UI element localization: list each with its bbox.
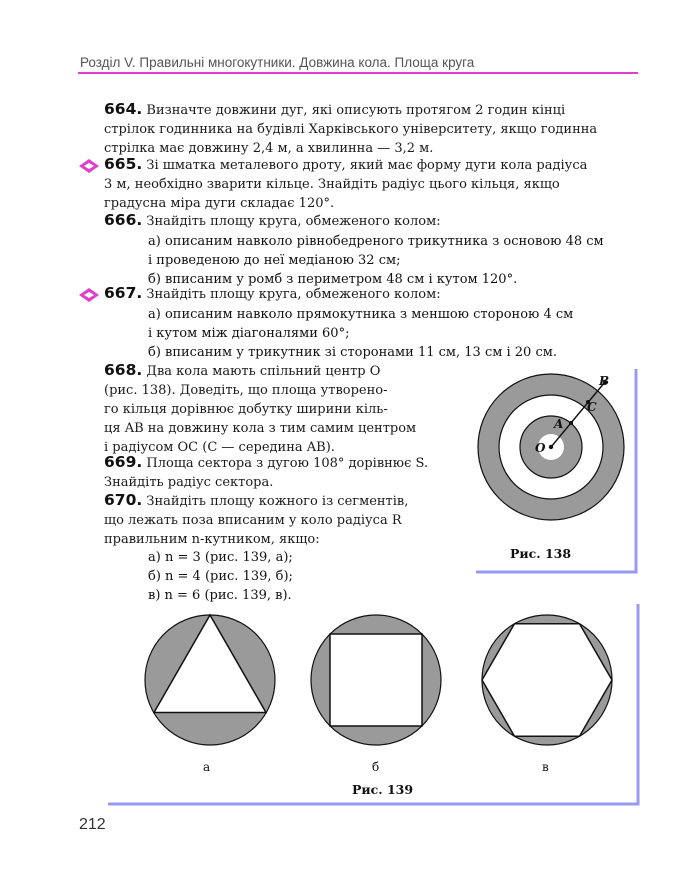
problem-text-line: го кільця дорівнює добутку ширини кіль- [104, 402, 388, 417]
problem-670-item-a: а) n = 3 (рис. 139, а); [148, 550, 293, 565]
problem-text-line: 3 м, необхідно зварити кільце. Знайдіть радіус цього кільця, якщо [104, 177, 560, 192]
problem-670-item-c: в) n = 6 (рис. 139, в). [148, 588, 292, 603]
label-o: O [535, 441, 546, 455]
problem-text-line: Площа сектора з дугою 108° дорівнює S. [146, 456, 429, 471]
problem-intro: Знайдіть площу круга, обмеженого колом: [146, 214, 441, 229]
problem-668 [104, 361, 452, 457]
problem-text-line: Знайдіть радіус сектора. [104, 475, 274, 490]
problem-text-line: (рис. 138). Доведіть, що площа утворено- [104, 383, 388, 398]
problem-number: 667. [104, 284, 143, 302]
figure-139-label-b: б [372, 760, 380, 774]
figure-139-drawing [108, 604, 641, 807]
problem-text-line: Знайдіть площу кожного із сегментів, [146, 494, 409, 509]
problem-number: 669. [104, 453, 143, 471]
running-header: Розділ V. Правильні многокутники. Довжина кола. Площа круга [80, 55, 475, 70]
problem-text-line: градусна міра дуги складає 120°. [104, 196, 335, 211]
problem-667-item-a: а) описаним навколо прямокутника з меншою стороною 4 см [148, 307, 574, 322]
problem-text-line: Два кола мають спільний центр O [146, 364, 381, 379]
problem-666-item-a: а) описаним навколо рівнобедреного трикутника з основою 48 см [148, 234, 604, 249]
figure-138-drawing [476, 369, 640, 574]
problem-number: 670. [104, 491, 143, 509]
problem-text-line: Визначте довжини дуг, які описують протягом 2 годин кінці [146, 103, 566, 118]
problem-664 [104, 100, 632, 158]
label-c: C [587, 400, 597, 414]
problem-667 [104, 284, 632, 304]
problem-text-line: стрілка має довжину 2,4 м, а хвилинна — 3,2 м. [104, 141, 434, 156]
label-a: A [554, 417, 564, 431]
label-b: B [599, 374, 610, 388]
problem-number: 664. [104, 100, 143, 118]
problem-670-item-b: б) n = 4 (рис. 139, б); [148, 569, 293, 584]
difficulty-marker-icon [78, 158, 100, 174]
problem-text-line: що лежать поза вписаним у коло радіуса R [104, 513, 402, 528]
problem-667-item-b: б) вписаним у трикутник зі сторонами 11 см, 13 см і 20 см. [148, 345, 557, 360]
problem-666 [104, 211, 632, 231]
problem-670 [104, 491, 452, 549]
problem-666-item-b: б) вписаним у ромб з периметром 48 см і кутом 120°. [148, 272, 518, 287]
problem-666-item-a-cont: і проведеною до неї медіаною 32 см; [148, 253, 401, 268]
problem-intro: Знайдіть площу круга, обмеженого колом: [146, 287, 441, 302]
difficulty-marker-icon [78, 287, 100, 303]
header-rule [78, 72, 638, 74]
figure-139-caption: Рис. 139 [352, 782, 414, 797]
problem-text-line: ця AB на довжину кола з тим самим центром [104, 421, 417, 436]
figure-138-caption: Рис. 138 [510, 546, 572, 561]
problem-number: 665. [104, 155, 143, 173]
figure-138 [476, 369, 640, 574]
problem-text-line: стрілок годинника на будівлі Харківського університету, якщо годинна [104, 122, 598, 137]
problem-text-line: Зі шматка металевого дроту, який має форму дуги кола радіуса [146, 158, 588, 173]
problem-669 [104, 453, 452, 492]
figure-139 [108, 604, 641, 807]
figure-139-label-c: в [542, 760, 549, 774]
figure-139-label-a: а [203, 760, 211, 774]
problem-text-line: і радіусом OC (C — середина AB). [104, 440, 335, 455]
problem-number: 666. [104, 211, 143, 229]
page-number: 212 [79, 816, 106, 833]
problem-text-line: правильним n-кутником, якщо: [104, 532, 320, 547]
problem-667-item-a-cont: і кутом між діагоналями 60°; [148, 326, 350, 341]
problem-number: 668. [104, 361, 143, 379]
problem-665 [104, 155, 632, 213]
